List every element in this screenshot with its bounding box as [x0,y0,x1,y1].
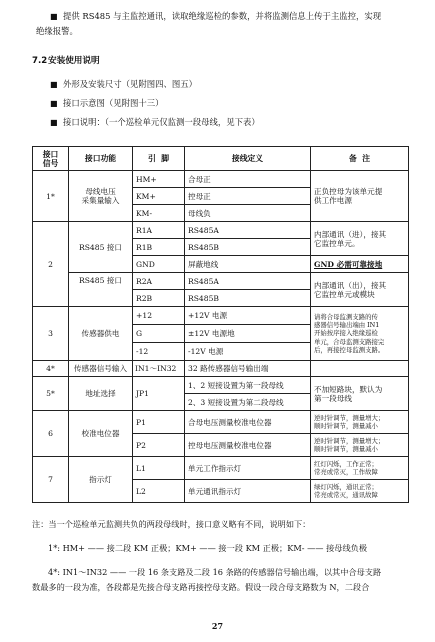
cell-def: RS485A [185,273,311,290]
page-number: 27 [211,621,224,631]
cell-pin: JP1 [133,377,185,411]
cell-pin: KM+ [133,188,185,205]
cell-def: RS485A [185,222,311,239]
cell-pin: P2 [133,434,185,457]
cell-pin: P1 [133,411,185,434]
interface-table [32,146,409,503]
cell-def: ±12V 电源地 [185,325,311,343]
cell-def: RS485B [185,239,311,256]
cell-func: 指示灯 [69,457,133,503]
cell-def: 32 路传感器信号输出端 [185,361,311,377]
cell-note-gnd: GND 必需可靠接地 [311,256,409,273]
cell-func: 校准电位器 [69,411,133,457]
cell-func: 母线电压 采集量输入 [69,171,133,222]
bullet-icon: ■ [50,118,58,127]
table-row [33,273,409,290]
header-id: 接口 信号 [33,147,69,171]
cell-pin: R1B [133,239,185,256]
cell-def: -12V 电源 [185,343,311,361]
cell-id: 3 [33,307,69,361]
cell-def: 母线负 [185,205,311,222]
cell-note: 逆时针调节，测量增大； 顺时针调节，测量减小 [311,434,409,457]
table-row [33,457,409,480]
table-row [33,171,409,188]
cell-pin: +12 [133,307,185,325]
cell-id: 2 [33,222,69,307]
intro-line-2: 绝缘报警。 [36,26,78,36]
cell-pin: R2B [133,290,185,307]
cell-def: 屏蔽地线 [185,256,311,273]
cell-note: 正负控母为该单元提 供工作电源 [311,171,409,222]
cell-id: 6 [33,411,69,457]
cell-def: 1、2 短接设置为第一段母线 [185,377,311,394]
cell-note: 不加短路块，默认为 第一段母线 [311,377,409,411]
bullet-item-3: 接口说明：（一个巡检单元仅监测一段母线，见下表） [63,117,260,127]
cell-id: 5* [33,377,69,411]
cell-def: RS485B [185,290,311,307]
cell-note: 请将合母监测支路的传 感器信号输出端由 IN1 开始按序接入绝缘巡检 单元，合母监测支路接完 后，再接控母监测支路。 [311,307,409,361]
cell-note: 内部通讯（进），接其 它监控单元。 [311,222,409,256]
cell-def: 单元工作指示灯 [185,457,311,480]
cell-pin: GND [133,256,185,273]
cell-pin: KM- [133,205,185,222]
intro-line-1: 提供 RS485 与主监控通讯，读取绝缘巡检的参数，并将监测信息上传于主监控，实现 [63,11,382,21]
cell-def: 单元通讯指示灯 [185,480,311,503]
bullet-item-2: 接口示意图（见附图十三） [63,98,164,108]
cell-pin: R1A [133,222,185,239]
cell-pin: IN1～IN32 [133,361,185,377]
cell-func: RS485 接口 [69,222,133,273]
cell-id: 7 [33,457,69,503]
table-row [33,307,409,325]
cell-def: 控母正 [185,188,311,205]
cell-func: 地址选择 [69,377,133,411]
bullet-icon: ■ [50,12,58,21]
note-3: 数最多的一段为准，各段都是先接合母支路再接控母支路。假设一段合母支路数为 N，二段合 [32,582,370,592]
section-number: 7.2 [32,56,48,66]
cell-func: 传感器信号输入 [69,361,133,377]
section-title: 安装使用说明 [48,56,100,66]
bullet-icon: ■ [50,99,58,108]
cell-def: +12V 电源 [185,307,311,325]
note-intro: 注：当一个巡检单元监测共负的两段母线时，接口意义略有不同，说明如下： [32,519,311,529]
cell-note: 逆时针调节，测量增大； 顺时针调节，测量减小 [311,411,409,434]
table-row [33,361,409,377]
header-note: 备 注 [311,147,409,171]
cell-def: 2、3 短接设置为第二段母线 [185,394,311,411]
cell-def: 合母电压测量校准电位器 [185,411,311,434]
cell-pin: G [133,325,185,343]
cell-pin: L2 [133,480,185,503]
cell-pin: HM+ [133,171,185,188]
cell-def: 合母正 [185,171,311,188]
cell-id: 4* [33,361,69,377]
cell-func: RS485 接口 [69,273,133,307]
bullet-icon: ■ [50,80,58,89]
cell-def: 控母电压测量校准电位器 [185,434,311,457]
cell-pin: -12 [133,343,185,361]
cell-pin: L1 [133,457,185,480]
table-row [33,222,409,239]
table-row [33,377,409,394]
table-row [33,411,409,434]
cell-pin: R2A [133,273,185,290]
cell-func: 传感器供电 [69,307,133,361]
bullet-item-1: 外形及安装尺寸（见附图四、图五） [63,79,197,89]
note-2: 4*: IN1～IN32 —— 一段 16 条支路及二段 16 条路的传感器信号输出端，以其中合母支路 [48,567,382,577]
header-func: 接口功能 [69,147,133,171]
header-pin: 引 脚 [133,147,185,171]
cell-id: 1* [33,171,69,222]
note-1: 1*: HM+ —— 接二段 KM 正极；KM+ —— 接一段 KM 正极；KM- —— 接母线负极 [48,543,368,553]
cell-note: 内部通讯（出），接其 它监控单元或模块 [311,273,409,307]
cell-note [311,361,409,377]
header-def: 接线定义 [185,147,311,171]
cell-note: 绿灯闪烁，通讯正常； 常亮或常灭，通讯故障 [311,480,409,503]
cell-note: 红灯闪烁，工作正常； 常亮或常灭，工作故障 [311,457,409,480]
